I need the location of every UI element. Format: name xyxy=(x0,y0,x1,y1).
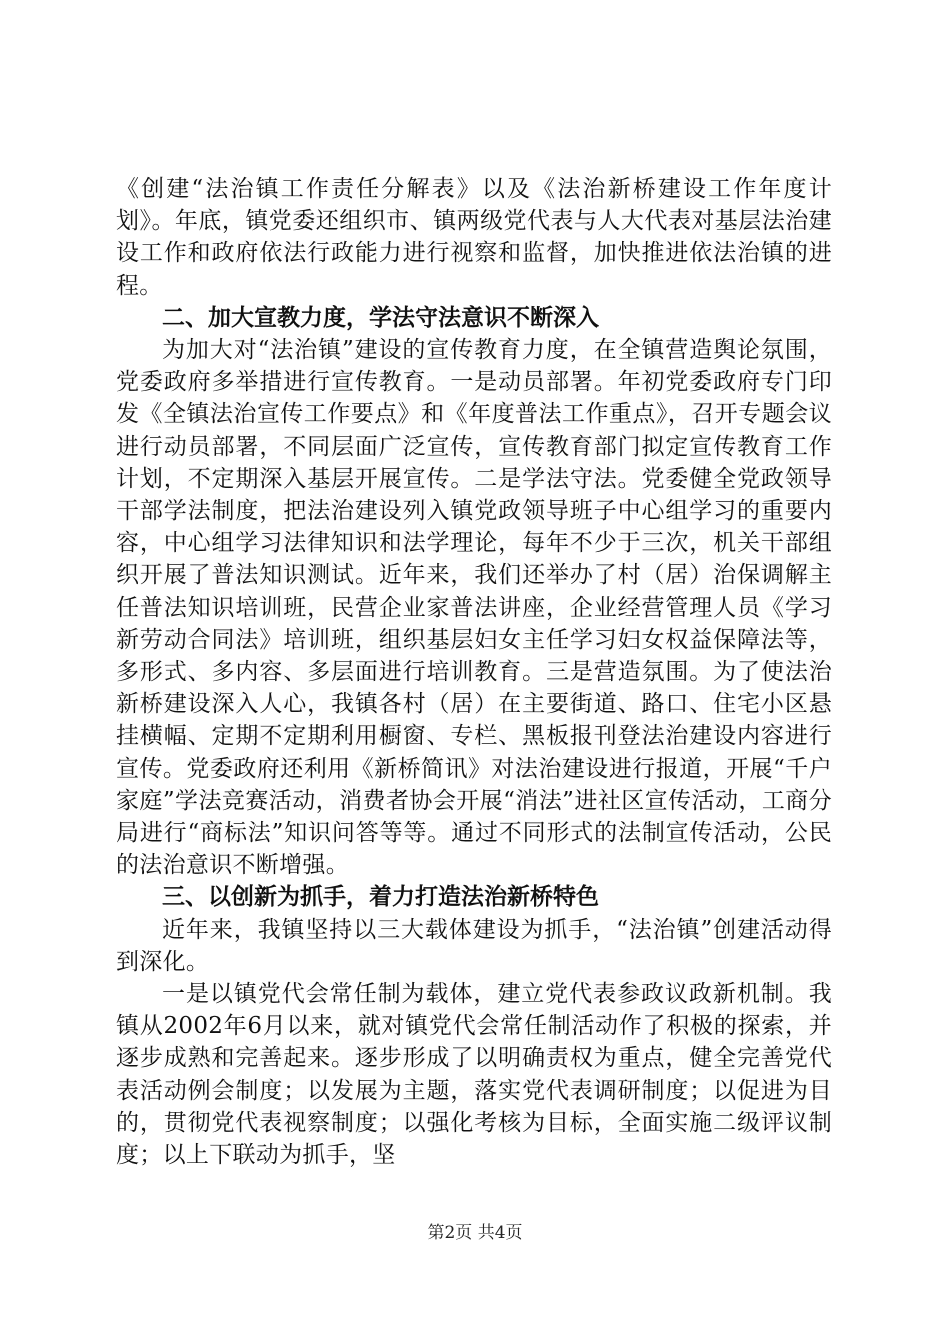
page-footer xyxy=(0,1218,950,1243)
paragraph-2: 为加大对“法治镇”建设的宣传教育力度，在全镇营造舆论氛围，党委政府多举措进行宣传教育。一是动员部署。年初党委政府专门印发《全镇法治宣传工作要点》和《年度普法工作重点》，召开专题会议进行动员部署，不同层面广泛宣传，宣传教育部门拟定宣传教育工作计划，不定期深入基层开展宣传。二是学法守法。党委健全党政领导干部学法制度，把法治建设列入镇党政领导班子中心组学习的重要内容，中心组学习法律知识和法学理论，每年不少于三次，机关干部组织开展了普法知识测试。近年来，我们还举办了村（居）治保调解主任普法知识培训班，民营企业家普法讲座，企业经营管理人员《学习新劳动合同法》培训班，组织基层妇女主任学习妇女权益保障法等，多形式、多内容、多层面进行培训教育。三是营造氛围。为了使法治新桥建设深入人心，我镇各村（居）在主要街道、路口、住宅小区悬挂横幅、定期不定期利用橱窗、专栏、黑板报刊登法治建设内容进行宣传。党委政府还利用《新桥简讯》对法治建设进行报道，开展“千户家庭”学法竞赛活动，消费者协会开展“消法”进社区宣传活动，工商分局进行“商标法”知识问答等等。通过不同形式的法制宣传活动，公民的法治意识不断增强。 xyxy=(116,337,832,879)
page-number: 第2页 共4页 xyxy=(427,1223,523,1243)
paragraph-4: 一是以镇党代会常任制为载体，建立党代表参政议政新机制。我镇从2002年6月以来，就对镇党代会常任制活动作了积极的探索，并逐步成熟和完善起来。逐步形成了以明确责权为重点，健全完善党代表活动例会制度；以发展为主题，落实党代表调研制度；以促进为目的，贯彻党代表视察制度；以强化考核为目标，全面实施二级评议制度；以上下联动为抓手，坚 xyxy=(116,981,832,1169)
paragraph-3: 近年来，我镇坚持以三大载体建设为抓手，“法治镇”创建活动得到深化。 xyxy=(116,916,832,975)
section-heading-2: 二、加大宣教力度，学法守法意识不断深入 xyxy=(162,304,599,331)
section-heading-3: 三、以创新为抓手，着力打造法治新桥特色 xyxy=(162,884,599,911)
document-body xyxy=(116,173,832,1171)
paragraph-1: 《创建“法治镇工作责任分解表》以及《法治新桥建设工作年度计划》。年底，镇党委还组织市、镇两级党代表与人大代表对基层法治建设工作和政府依法行政能力进行视察和监督，加快推进依法治镇的进程。 xyxy=(116,176,832,299)
